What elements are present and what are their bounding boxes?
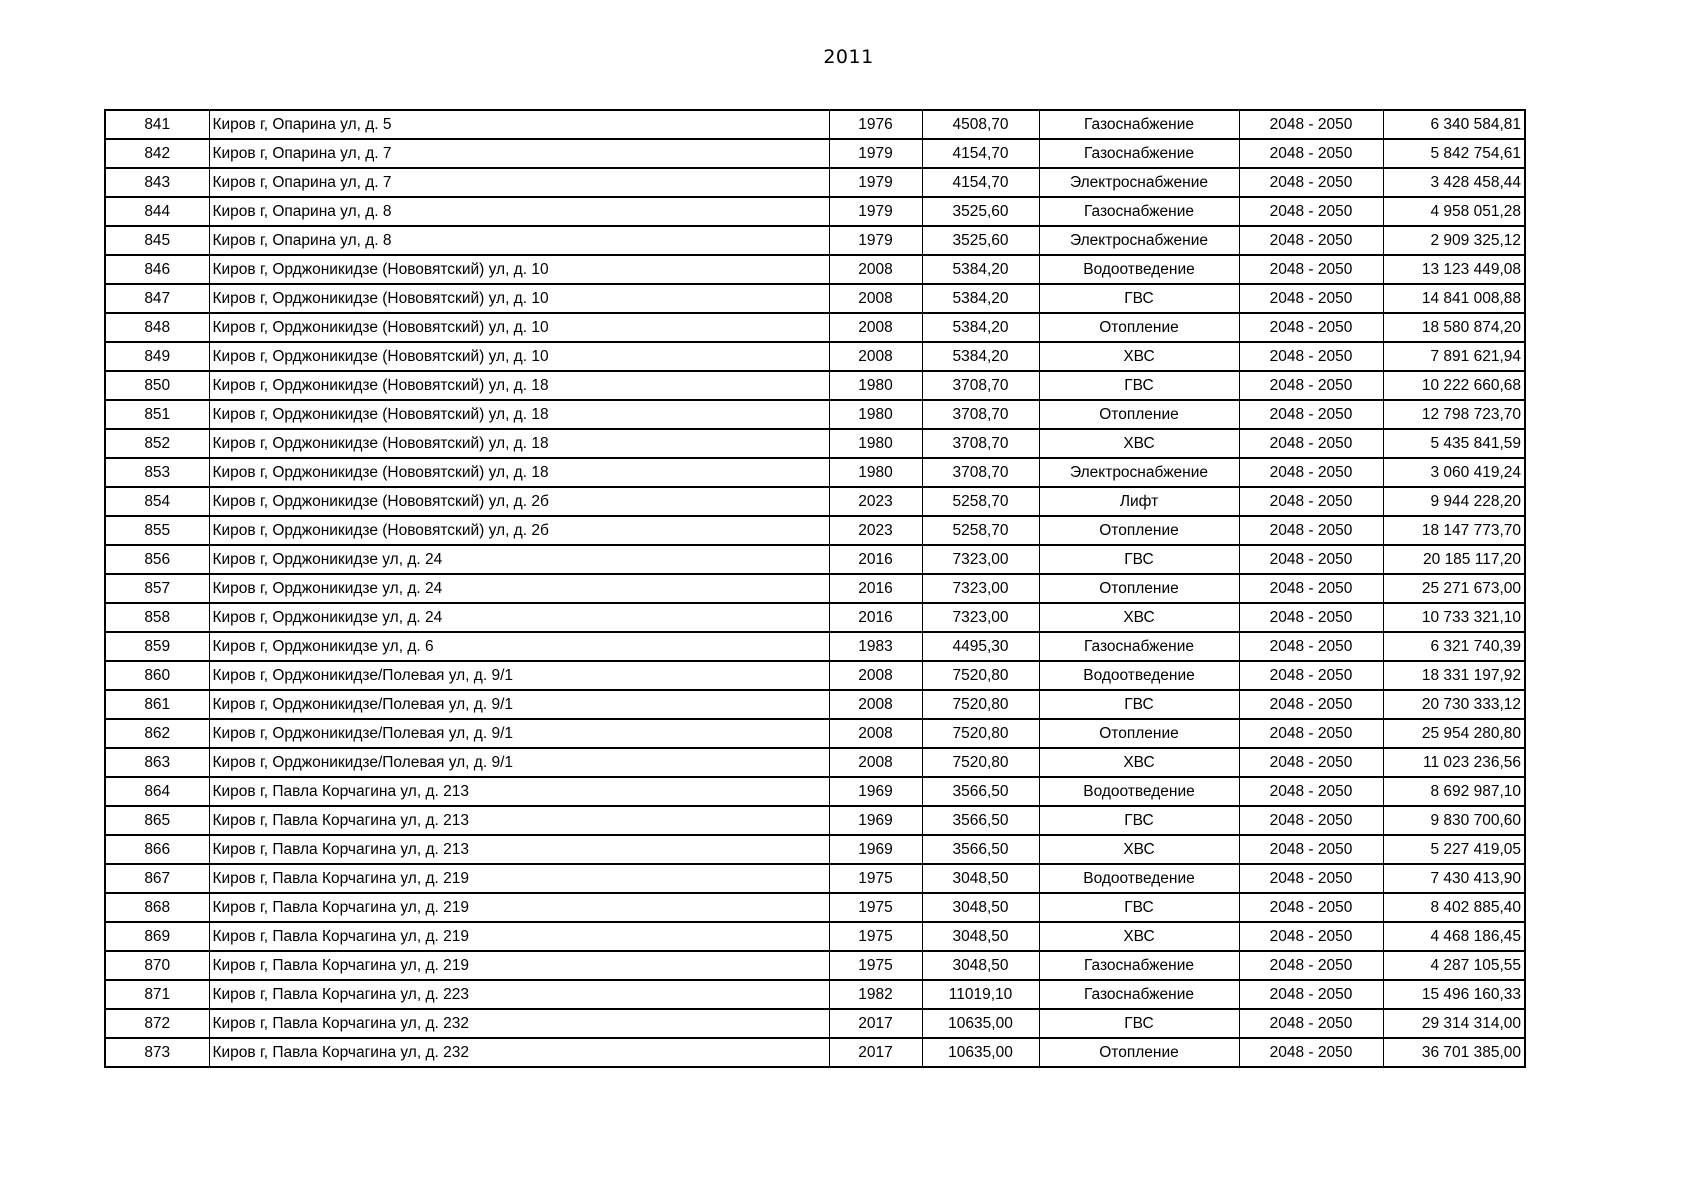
cost-cell: 29 314 314,00 [1383,1009,1525,1038]
row-number-cell: 855 [105,516,209,545]
cost-cell: 5 227 419,05 [1383,835,1525,864]
service-type-cell: Газоснабжение [1039,632,1239,661]
service-type-cell: Электроснабжение [1039,458,1239,487]
area-cell: 3048,50 [922,893,1039,922]
address-cell: Киров г, Орджоникидзе (Нововятский) ул, д. 18 [209,371,829,400]
service-type-cell: Электроснабжение [1039,168,1239,197]
cost-cell: 12 798 723,70 [1383,400,1525,429]
year-cell: 2008 [829,748,922,777]
cost-cell: 25 271 673,00 [1383,574,1525,603]
table-row [105,516,1525,545]
period-cell: 2048 - 2050 [1239,980,1383,1009]
row-number-cell: 843 [105,168,209,197]
period-cell: 2048 - 2050 [1239,719,1383,748]
period-cell: 2048 - 2050 [1239,400,1383,429]
service-type-cell: Водоотведение [1039,777,1239,806]
cost-cell: 6 340 584,81 [1383,110,1525,139]
service-type-cell: Газоснабжение [1039,197,1239,226]
table-row [105,429,1525,458]
address-cell: Киров г, Орджоникидзе ул, д. 24 [209,603,829,632]
period-cell: 2048 - 2050 [1239,197,1383,226]
table-row [105,400,1525,429]
year-cell: 2008 [829,342,922,371]
year-cell: 2008 [829,661,922,690]
year-cell: 1975 [829,864,922,893]
area-cell: 3566,50 [922,835,1039,864]
period-cell: 2048 - 2050 [1239,748,1383,777]
row-number-cell: 861 [105,690,209,719]
service-type-cell: Отопление [1039,719,1239,748]
table-row [105,371,1525,400]
year-cell: 1975 [829,951,922,980]
service-type-cell: Отопление [1039,400,1239,429]
table-row [105,110,1525,139]
period-cell: 2048 - 2050 [1239,777,1383,806]
cost-cell: 18 331 197,92 [1383,661,1525,690]
year-cell: 1969 [829,806,922,835]
area-cell: 5258,70 [922,487,1039,516]
year-cell: 1979 [829,168,922,197]
year-cell: 1980 [829,400,922,429]
service-type-cell: Газоснабжение [1039,110,1239,139]
row-number-cell: 862 [105,719,209,748]
table-row [105,284,1525,313]
period-cell: 2048 - 2050 [1239,545,1383,574]
year-cell: 2016 [829,603,922,632]
address-cell: Киров г, Орджоникидзе (Нововятский) ул, д. 18 [209,400,829,429]
year-cell: 2008 [829,719,922,748]
area-cell: 3048,50 [922,922,1039,951]
period-cell: 2048 - 2050 [1239,313,1383,342]
area-cell: 4508,70 [922,110,1039,139]
year-cell: 1969 [829,777,922,806]
area-cell: 7520,80 [922,719,1039,748]
table-row [105,864,1525,893]
year-cell: 1976 [829,110,922,139]
period-cell: 2048 - 2050 [1239,806,1383,835]
period-cell: 2048 - 2050 [1239,835,1383,864]
area-cell: 3708,70 [922,371,1039,400]
service-type-cell: ХВС [1039,342,1239,371]
row-number-cell: 853 [105,458,209,487]
year-cell: 1982 [829,980,922,1009]
period-cell: 2048 - 2050 [1239,226,1383,255]
table-row [105,458,1525,487]
address-cell: Киров г, Павла Корчагина ул, д. 232 [209,1038,829,1067]
area-cell: 10635,00 [922,1038,1039,1067]
table-row [105,226,1525,255]
cost-cell: 5 842 754,61 [1383,139,1525,168]
service-type-cell: ХВС [1039,835,1239,864]
address-cell: Киров г, Опарина ул, д. 8 [209,226,829,255]
cost-cell: 10 733 321,10 [1383,603,1525,632]
period-cell: 2048 - 2050 [1239,690,1383,719]
period-cell: 2048 - 2050 [1239,429,1383,458]
table-row [105,1038,1525,1067]
area-cell: 5258,70 [922,516,1039,545]
period-cell: 2048 - 2050 [1239,168,1383,197]
year-cell: 2023 [829,487,922,516]
row-number-cell: 866 [105,835,209,864]
area-cell: 11019,10 [922,980,1039,1009]
address-cell: Киров г, Орджоникидзе/Полевая ул, д. 9/1 [209,690,829,719]
cost-cell: 18 147 773,70 [1383,516,1525,545]
row-number-cell: 873 [105,1038,209,1067]
period-cell: 2048 - 2050 [1239,574,1383,603]
year-cell: 1980 [829,458,922,487]
period-cell: 2048 - 2050 [1239,110,1383,139]
year-cell: 1979 [829,197,922,226]
table-row [105,574,1525,603]
address-cell: Киров г, Орджоникидзе ул, д. 24 [209,574,829,603]
period-cell: 2048 - 2050 [1239,284,1383,313]
service-type-cell: Лифт [1039,487,1239,516]
row-number-cell: 869 [105,922,209,951]
area-cell: 4495,30 [922,632,1039,661]
row-number-cell: 851 [105,400,209,429]
cost-cell: 5 435 841,59 [1383,429,1525,458]
table-row [105,719,1525,748]
service-type-cell: ГВС [1039,284,1239,313]
address-cell: Киров г, Павла Корчагина ул, д. 219 [209,864,829,893]
row-number-cell: 841 [105,110,209,139]
service-type-cell: Водоотведение [1039,255,1239,284]
service-type-cell: ГВС [1039,545,1239,574]
year-cell: 2008 [829,255,922,284]
cost-cell: 4 468 186,45 [1383,922,1525,951]
table-row [105,922,1525,951]
address-cell: Киров г, Павла Корчагина ул, д. 219 [209,893,829,922]
table-row [105,1009,1525,1038]
year-cell: 1969 [829,835,922,864]
area-cell: 3048,50 [922,951,1039,980]
cost-cell: 8 692 987,10 [1383,777,1525,806]
table-row [105,835,1525,864]
period-cell: 2048 - 2050 [1239,139,1383,168]
row-number-cell: 858 [105,603,209,632]
service-type-cell: Водоотведение [1039,661,1239,690]
table-row [105,748,1525,777]
area-cell: 5384,20 [922,313,1039,342]
cost-cell: 2 909 325,12 [1383,226,1525,255]
row-number-cell: 847 [105,284,209,313]
address-cell: Киров г, Павла Корчагина ул, д. 219 [209,922,829,951]
table-row [105,632,1525,661]
period-cell: 2048 - 2050 [1239,1009,1383,1038]
row-number-cell: 859 [105,632,209,661]
period-cell: 2048 - 2050 [1239,661,1383,690]
cost-cell: 9 830 700,60 [1383,806,1525,835]
year-cell: 2008 [829,284,922,313]
service-type-cell: Водоотведение [1039,864,1239,893]
service-type-cell: ГВС [1039,371,1239,400]
table-row [105,139,1525,168]
row-number-cell: 850 [105,371,209,400]
address-cell: Киров г, Опарина ул, д. 5 [209,110,829,139]
period-cell: 2048 - 2050 [1239,342,1383,371]
year-cell: 2017 [829,1038,922,1067]
cost-cell: 14 841 008,88 [1383,284,1525,313]
service-type-cell: Отопление [1039,313,1239,342]
cost-cell: 10 222 660,68 [1383,371,1525,400]
table-row [105,487,1525,516]
area-cell: 3708,70 [922,400,1039,429]
service-type-cell: ХВС [1039,429,1239,458]
table-row [105,545,1525,574]
period-cell: 2048 - 2050 [1239,458,1383,487]
year-cell: 1980 [829,371,922,400]
year-cell: 2017 [829,1009,922,1038]
address-cell: Киров г, Орджоникидзе (Нововятский) ул, д. 2б [209,487,829,516]
service-type-cell: Отопление [1039,574,1239,603]
registry-table [104,109,1526,1068]
row-number-cell: 842 [105,139,209,168]
period-cell: 2048 - 2050 [1239,951,1383,980]
area-cell: 7323,00 [922,574,1039,603]
cost-cell: 3 060 419,24 [1383,458,1525,487]
area-cell: 3048,50 [922,864,1039,893]
address-cell: Киров г, Павла Корчагина ул, д. 213 [209,835,829,864]
row-number-cell: 863 [105,748,209,777]
year-cell: 2016 [829,574,922,603]
page-number: 2011 [823,46,874,68]
year-cell: 1983 [829,632,922,661]
period-cell: 2048 - 2050 [1239,487,1383,516]
period-cell: 2048 - 2050 [1239,864,1383,893]
row-number-cell: 872 [105,1009,209,1038]
address-cell: Киров г, Павла Корчагина ул, д. 219 [209,951,829,980]
period-cell: 2048 - 2050 [1239,371,1383,400]
address-cell: Киров г, Павла Корчагина ул, д. 213 [209,806,829,835]
area-cell: 5384,20 [922,255,1039,284]
area-cell: 7323,00 [922,545,1039,574]
service-type-cell: Отопление [1039,516,1239,545]
row-number-cell: 865 [105,806,209,835]
area-cell: 7520,80 [922,661,1039,690]
cost-cell: 18 580 874,20 [1383,313,1525,342]
area-cell: 7520,80 [922,748,1039,777]
address-cell: Киров г, Орджоникидзе (Нововятский) ул, д. 10 [209,313,829,342]
year-cell: 2008 [829,690,922,719]
year-cell: 1979 [829,226,922,255]
period-cell: 2048 - 2050 [1239,1038,1383,1067]
cost-cell: 6 321 740,39 [1383,632,1525,661]
period-cell: 2048 - 2050 [1239,603,1383,632]
year-cell: 1980 [829,429,922,458]
table-row [105,661,1525,690]
area-cell: 3708,70 [922,458,1039,487]
cost-cell: 7 891 621,94 [1383,342,1525,371]
row-number-cell: 868 [105,893,209,922]
area-cell: 3525,60 [922,197,1039,226]
row-number-cell: 846 [105,255,209,284]
cost-cell: 3 428 458,44 [1383,168,1525,197]
table-row [105,168,1525,197]
service-type-cell: Газоснабжение [1039,951,1239,980]
address-cell: Киров г, Павла Корчагина ул, д. 213 [209,777,829,806]
table-row [105,603,1525,632]
table-row [105,690,1525,719]
cost-cell: 25 954 280,80 [1383,719,1525,748]
area-cell: 4154,70 [922,168,1039,197]
address-cell: Киров г, Орджоникидзе (Нововятский) ул, д. 10 [209,255,829,284]
service-type-cell: Отопление [1039,1038,1239,1067]
address-cell: Киров г, Орджоникидзе (Нововятский) ул, д. 10 [209,284,829,313]
year-cell: 1975 [829,893,922,922]
row-number-cell: 856 [105,545,209,574]
area-cell: 7520,80 [922,690,1039,719]
period-cell: 2048 - 2050 [1239,632,1383,661]
service-type-cell: Газоснабжение [1039,139,1239,168]
year-cell: 2008 [829,313,922,342]
area-cell: 10635,00 [922,1009,1039,1038]
registry-table-body [105,110,1525,1067]
service-type-cell: Электроснабжение [1039,226,1239,255]
table-row [105,806,1525,835]
address-cell: Киров г, Орджоникидзе/Полевая ул, д. 9/1 [209,748,829,777]
year-cell: 2023 [829,516,922,545]
row-number-cell: 852 [105,429,209,458]
table-row [105,197,1525,226]
row-number-cell: 860 [105,661,209,690]
row-number-cell: 870 [105,951,209,980]
area-cell: 4154,70 [922,139,1039,168]
address-cell: Киров г, Орджоникидзе/Полевая ул, д. 9/1 [209,719,829,748]
address-cell: Киров г, Павла Корчагина ул, д. 232 [209,1009,829,1038]
table-row [105,313,1525,342]
service-type-cell: ГВС [1039,1009,1239,1038]
row-number-cell: 867 [105,864,209,893]
cost-cell: 20 185 117,20 [1383,545,1525,574]
period-cell: 2048 - 2050 [1239,922,1383,951]
row-number-cell: 854 [105,487,209,516]
table-row [105,980,1525,1009]
year-cell: 2016 [829,545,922,574]
table-row [105,342,1525,371]
address-cell: Киров г, Орджоникидзе/Полевая ул, д. 9/1 [209,661,829,690]
area-cell: 5384,20 [922,342,1039,371]
cost-cell: 8 402 885,40 [1383,893,1525,922]
address-cell: Киров г, Орджоникидзе ул, д. 6 [209,632,829,661]
row-number-cell: 845 [105,226,209,255]
row-number-cell: 871 [105,980,209,1009]
cost-cell: 4 958 051,28 [1383,197,1525,226]
table-row [105,777,1525,806]
cost-cell: 36 701 385,00 [1383,1038,1525,1067]
area-cell: 7323,00 [922,603,1039,632]
cost-cell: 20 730 333,12 [1383,690,1525,719]
row-number-cell: 844 [105,197,209,226]
cost-cell: 13 123 449,08 [1383,255,1525,284]
table-row [105,893,1525,922]
service-type-cell: ГВС [1039,690,1239,719]
address-cell: Киров г, Орджоникидзе (Нововятский) ул, д. 18 [209,458,829,487]
period-cell: 2048 - 2050 [1239,255,1383,284]
service-type-cell: ХВС [1039,922,1239,951]
area-cell: 3566,50 [922,806,1039,835]
address-cell: Киров г, Опарина ул, д. 7 [209,168,829,197]
year-cell: 1979 [829,139,922,168]
row-number-cell: 857 [105,574,209,603]
period-cell: 2048 - 2050 [1239,516,1383,545]
service-type-cell: ГВС [1039,893,1239,922]
area-cell: 3708,70 [922,429,1039,458]
address-cell: Киров г, Опарина ул, д. 7 [209,139,829,168]
table-row [105,255,1525,284]
service-type-cell: ХВС [1039,748,1239,777]
area-cell: 3525,60 [922,226,1039,255]
row-number-cell: 848 [105,313,209,342]
row-number-cell: 864 [105,777,209,806]
cost-cell: 15 496 160,33 [1383,980,1525,1009]
table-row [105,951,1525,980]
address-cell: Киров г, Орджоникидзе (Нововятский) ул, д. 18 [209,429,829,458]
year-cell: 1975 [829,922,922,951]
address-cell: Киров г, Орджоникидзе (Нововятский) ул, д. 2б [209,516,829,545]
address-cell: Киров г, Опарина ул, д. 8 [209,197,829,226]
area-cell: 3566,50 [922,777,1039,806]
service-type-cell: ХВС [1039,603,1239,632]
service-type-cell: ГВС [1039,806,1239,835]
address-cell: Киров г, Орджоникидзе ул, д. 24 [209,545,829,574]
period-cell: 2048 - 2050 [1239,893,1383,922]
cost-cell: 11 023 236,56 [1383,748,1525,777]
cost-cell: 9 944 228,20 [1383,487,1525,516]
cost-cell: 4 287 105,55 [1383,951,1525,980]
row-number-cell: 849 [105,342,209,371]
address-cell: Киров г, Орджоникидзе (Нововятский) ул, д. 10 [209,342,829,371]
cost-cell: 7 430 413,90 [1383,864,1525,893]
address-cell: Киров г, Павла Корчагина ул, д. 223 [209,980,829,1009]
service-type-cell: Газоснабжение [1039,980,1239,1009]
area-cell: 5384,20 [922,284,1039,313]
